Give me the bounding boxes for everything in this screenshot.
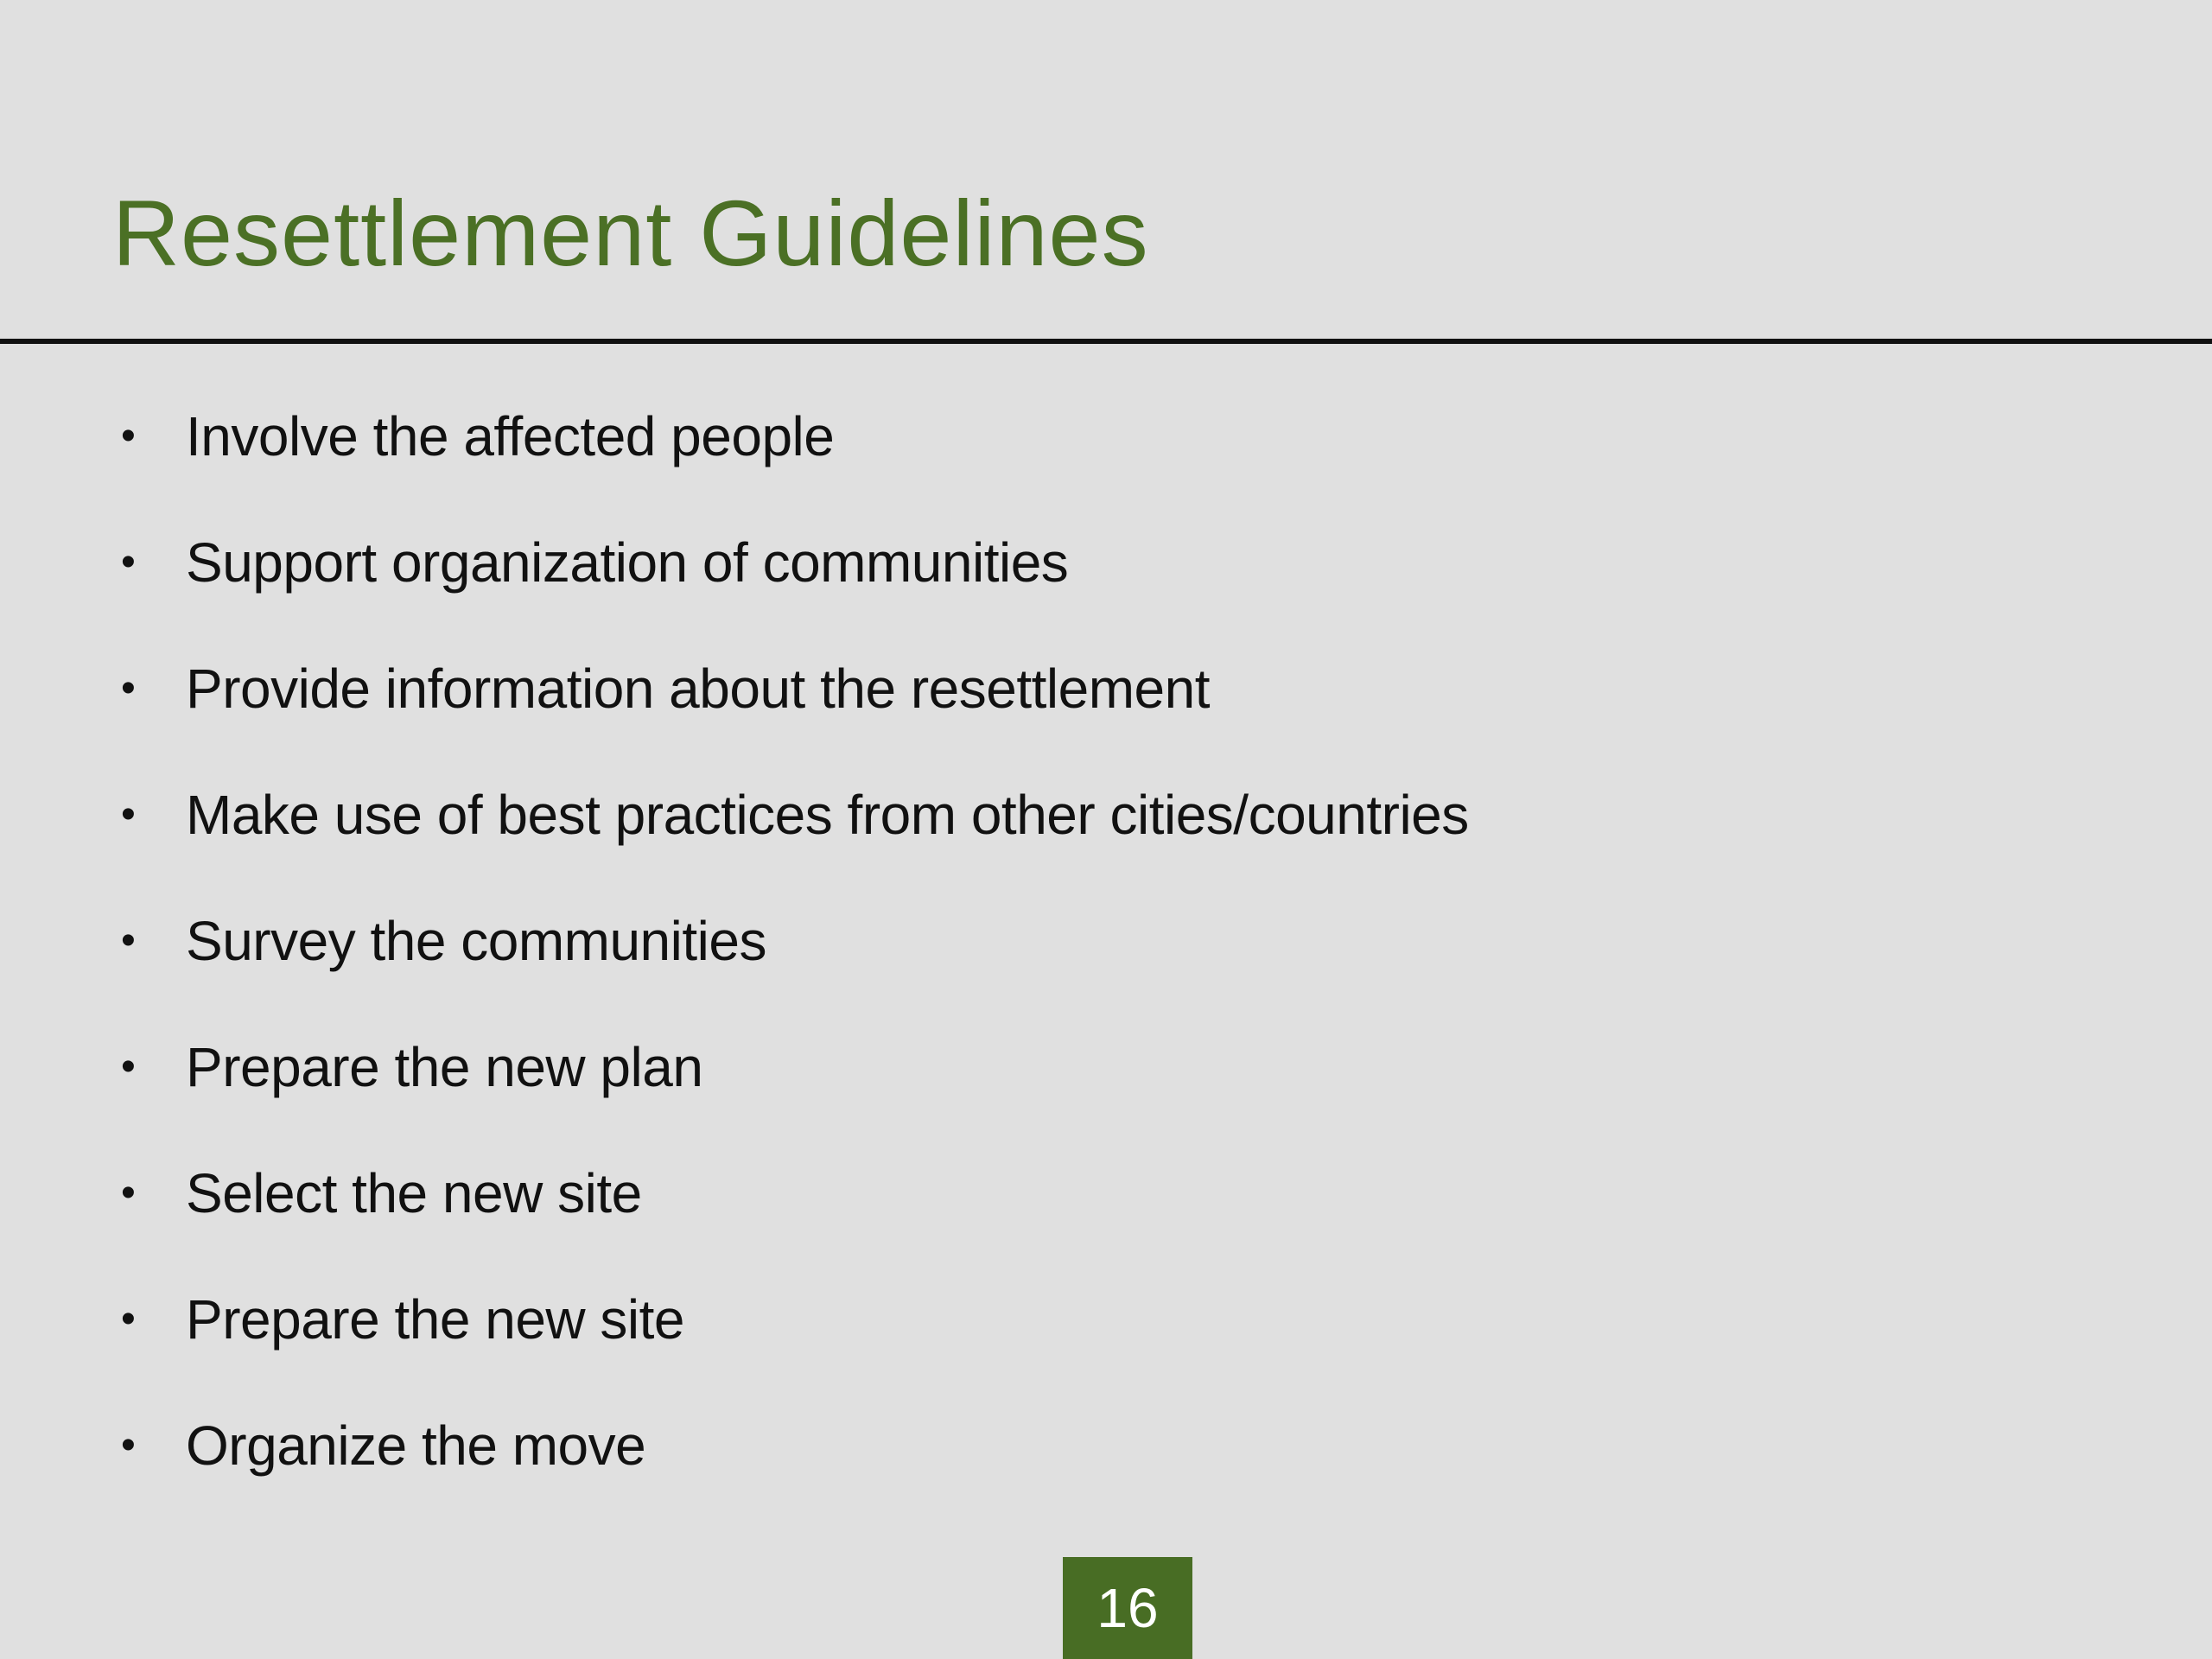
bullet-text: Prepare the new plan xyxy=(186,1036,703,1098)
title-divider xyxy=(0,339,2212,344)
slide-title: Resettlement Guidelines xyxy=(112,181,1149,285)
bullet-text: Support organization of communities xyxy=(186,531,1069,594)
bullet-icon: • xyxy=(121,1044,136,1090)
bullet-text: Select the new site xyxy=(186,1162,642,1224)
bullet-icon: • xyxy=(121,1422,136,1468)
bullet-icon: • xyxy=(121,665,136,711)
bullet-icon: • xyxy=(121,1296,136,1342)
bullet-text: Organize the move xyxy=(186,1414,646,1477)
bullet-icon: • xyxy=(121,918,136,963)
bullet-text: Provide information about the resettlement xyxy=(186,658,1210,720)
bullet-text: Survey the communities xyxy=(186,910,766,972)
bullet-icon: • xyxy=(121,539,136,585)
bullet-text: Involve the affected people xyxy=(186,405,835,467)
bullet-text: Prepare the new site xyxy=(186,1288,684,1351)
page-number-badge: 16 xyxy=(1063,1557,1192,1659)
bullet-icon: • xyxy=(121,413,136,459)
bullet-icon: • xyxy=(121,791,136,837)
bullet-text: Make use of best practices from other cities/countries xyxy=(186,784,1469,846)
bullet-icon: • xyxy=(121,1170,136,1216)
